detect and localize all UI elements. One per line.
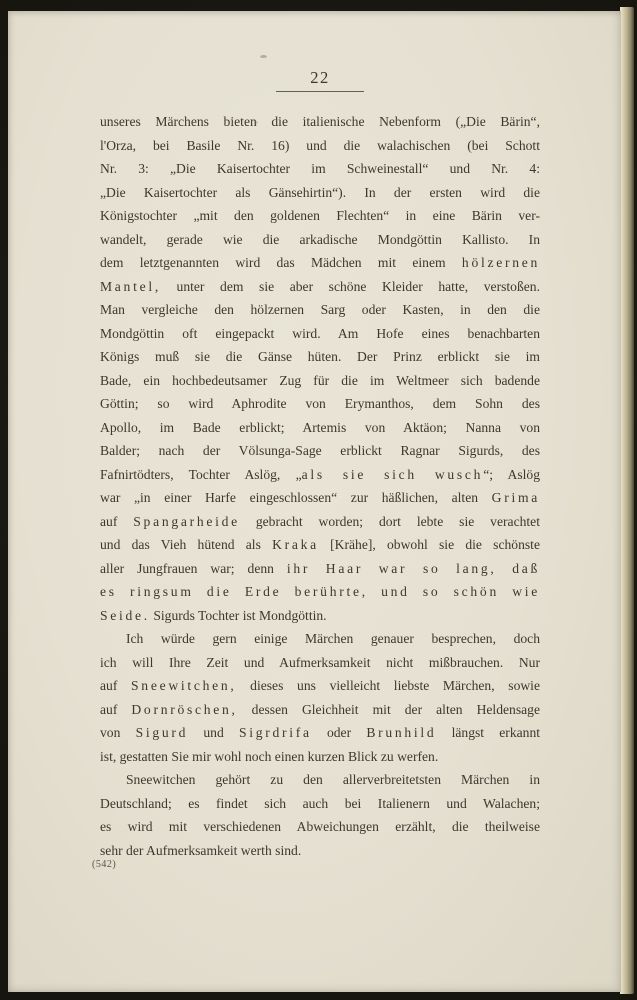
text-segment: dessen Gleichheit mit der alten Heldensage: [237, 701, 540, 717]
letterspaced-text: ihr Haar war so lang, daß: [286, 560, 540, 576]
text-segment: “; Aslög: [483, 466, 540, 482]
paragraph: [100, 768, 540, 862]
text-segment: Ich würde gern einige Märchen genauer besprechen, doch: [126, 631, 540, 646]
text-segment: Man vergleiche den hölzernen Sarg oder Kasten, in den die: [100, 302, 540, 317]
text-line: [100, 228, 540, 252]
text-segment: [Krähe], obwohl sie die schönste: [318, 537, 540, 552]
text-line: [100, 157, 540, 181]
page-number: 22: [310, 68, 330, 87]
text-line: [100, 181, 540, 205]
letterspaced-text: Sneewitchen,: [131, 678, 237, 693]
text-segment: sehr der Aufmerksamkeit werth sind.: [100, 842, 302, 858]
text-segment: unter dem sie aber schöne Kleider hatte, verstoßen.: [160, 278, 540, 294]
text-segment: ich will Ihre Zeit und Aufmerksamkeit nicht mißbrauchen. Nur: [100, 654, 540, 670]
text-line: [100, 439, 540, 463]
text-line: [100, 839, 540, 863]
text-segment: Königs muß sie die Gänse hüten. Der Prinz erblickt sie im: [100, 349, 540, 364]
text-segment: und: [188, 725, 239, 740]
text-line: [100, 416, 540, 440]
text-line: [100, 557, 540, 581]
book-page: [8, 11, 621, 992]
text-line: [100, 392, 540, 416]
text-line: [100, 580, 540, 604]
text-segment: auf: [100, 701, 132, 717]
text-line: [100, 110, 540, 134]
text-segment: Fafnirtödters, Tochter Aslög, „: [100, 466, 302, 482]
letterspaced-text: es ringsum die Erde berührte, und so schön wie: [100, 584, 540, 599]
text-line: [100, 486, 540, 510]
text-segment: Sigurds Tochter ist Mondgöttin.: [149, 607, 327, 623]
text-segment: dieses uns vielleicht liebste Märchen, sowie: [236, 678, 540, 693]
text-line: [100, 275, 540, 299]
text-segment: war „in einer Harfe eingeschlossen“ zur häßlichen, alten: [100, 490, 492, 505]
text-segment: aller Jungfrauen war; denn: [100, 560, 287, 576]
text-line: [100, 674, 540, 698]
text-segment: Bade, ein hochbedeutsamer Zug für die im Weltmeer sich badende: [100, 372, 540, 388]
text-segment: und das Vieh hütend als: [100, 537, 273, 552]
text-segment: Balder; nach der Völsunga-Sage erblickt Ragnar Sigurds, des: [100, 443, 540, 458]
letterspaced-text: Sigurd: [135, 725, 189, 740]
page-header: [100, 68, 540, 92]
text-line: [100, 251, 540, 275]
text-line: [100, 745, 540, 769]
text-line: [100, 815, 540, 839]
letterspaced-text: Dornröschen,: [131, 701, 238, 717]
text-segment: es wird mit verschiedenen Abweichungen erzählt, die theilweise: [100, 819, 540, 834]
text-line: [100, 463, 540, 487]
text-segment: gebracht worden; dort lebte sie verachtet: [239, 513, 540, 529]
letterspaced-text: Sigrdrifa: [238, 725, 312, 740]
text-segment: Deutschland; es findet sich auch bei Italienern und Walachen;: [100, 795, 540, 811]
paragraph: [100, 627, 540, 768]
text-line: [100, 510, 540, 534]
page-number-rule: [276, 91, 364, 92]
letterspaced-text: Mantel,: [100, 278, 161, 294]
text-line: [100, 627, 540, 651]
scan-speck: [254, 121, 258, 124]
text-line: [100, 604, 540, 628]
text-line: [100, 792, 540, 816]
text-line: [100, 768, 540, 792]
text-segment: längst erkannt: [436, 725, 540, 740]
letterspaced-text: Seide.: [100, 607, 150, 623]
text-segment: von: [100, 725, 136, 740]
letterspaced-text: Grima: [491, 490, 540, 505]
book-fore-edge: [620, 7, 634, 994]
text-line: [100, 345, 540, 369]
text-segment: unseres Märchens bieten die italienische Nebenform („Die Bärin“,: [100, 114, 540, 129]
text-segment: Sneewitchen gehört zu den allerverbreitetsten Märchen in: [126, 772, 540, 787]
text-segment: auf: [100, 513, 134, 529]
text-line: [100, 698, 540, 722]
text-segment: auf: [100, 678, 132, 693]
letterspaced-text: Brunhild: [366, 725, 437, 740]
text-segment: Göttin; so wird Aphrodite von Erymanthos, dem Sohn des: [100, 396, 540, 411]
text-segment: l'Orza, bei Basile Nr. 16) und die walachischen (bei Schott: [100, 137, 540, 153]
text-line: [100, 298, 540, 322]
text-line: [100, 651, 540, 675]
text-segment: ist, gestatten Sie mir wohl noch einen kurzen Blick zu werfen.: [100, 748, 439, 764]
text-line: [100, 721, 540, 745]
text-line: [100, 134, 540, 158]
text-segment: Apollo, im Bade erblickt; Artemis von Aktäon; Nanna von: [100, 419, 540, 435]
letterspaced-text: hölzernen: [461, 255, 540, 270]
text-segment: Mondgöttin oft eingepackt wird. Am Hofe eines benachbarten: [100, 325, 540, 341]
text-segment: oder: [311, 725, 367, 740]
scan-speck: [260, 55, 267, 58]
text-line: [100, 204, 540, 228]
text-line: [100, 322, 540, 346]
letterspaced-text: als sie sich wusch: [301, 466, 484, 482]
text-segment: dem letztgenannten wird das Mädchen mit einem: [100, 255, 462, 270]
text-block: [100, 110, 540, 862]
text-segment: Königstochter „mit den goldenen Flechten“ in eine Bärin ver-: [100, 208, 540, 223]
text-line: [100, 533, 540, 557]
text-segment: wandelt, gerade wie die arkadische Mondgöttin Kallisto. In: [100, 231, 540, 247]
letterspaced-text: Kraka: [272, 537, 319, 552]
text-segment: „Die Kaisertochter als Gänsehirtin“). In der ersten wird die: [100, 184, 540, 200]
text-segment: Nr. 3: „Die Kaisertochter im Schweinestall“ und Nr. 4:: [100, 161, 540, 176]
paragraph: [100, 110, 540, 627]
letterspaced-text: Spangarheide: [133, 513, 240, 529]
signature-mark: (542): [92, 859, 117, 870]
text-line: [100, 369, 540, 393]
